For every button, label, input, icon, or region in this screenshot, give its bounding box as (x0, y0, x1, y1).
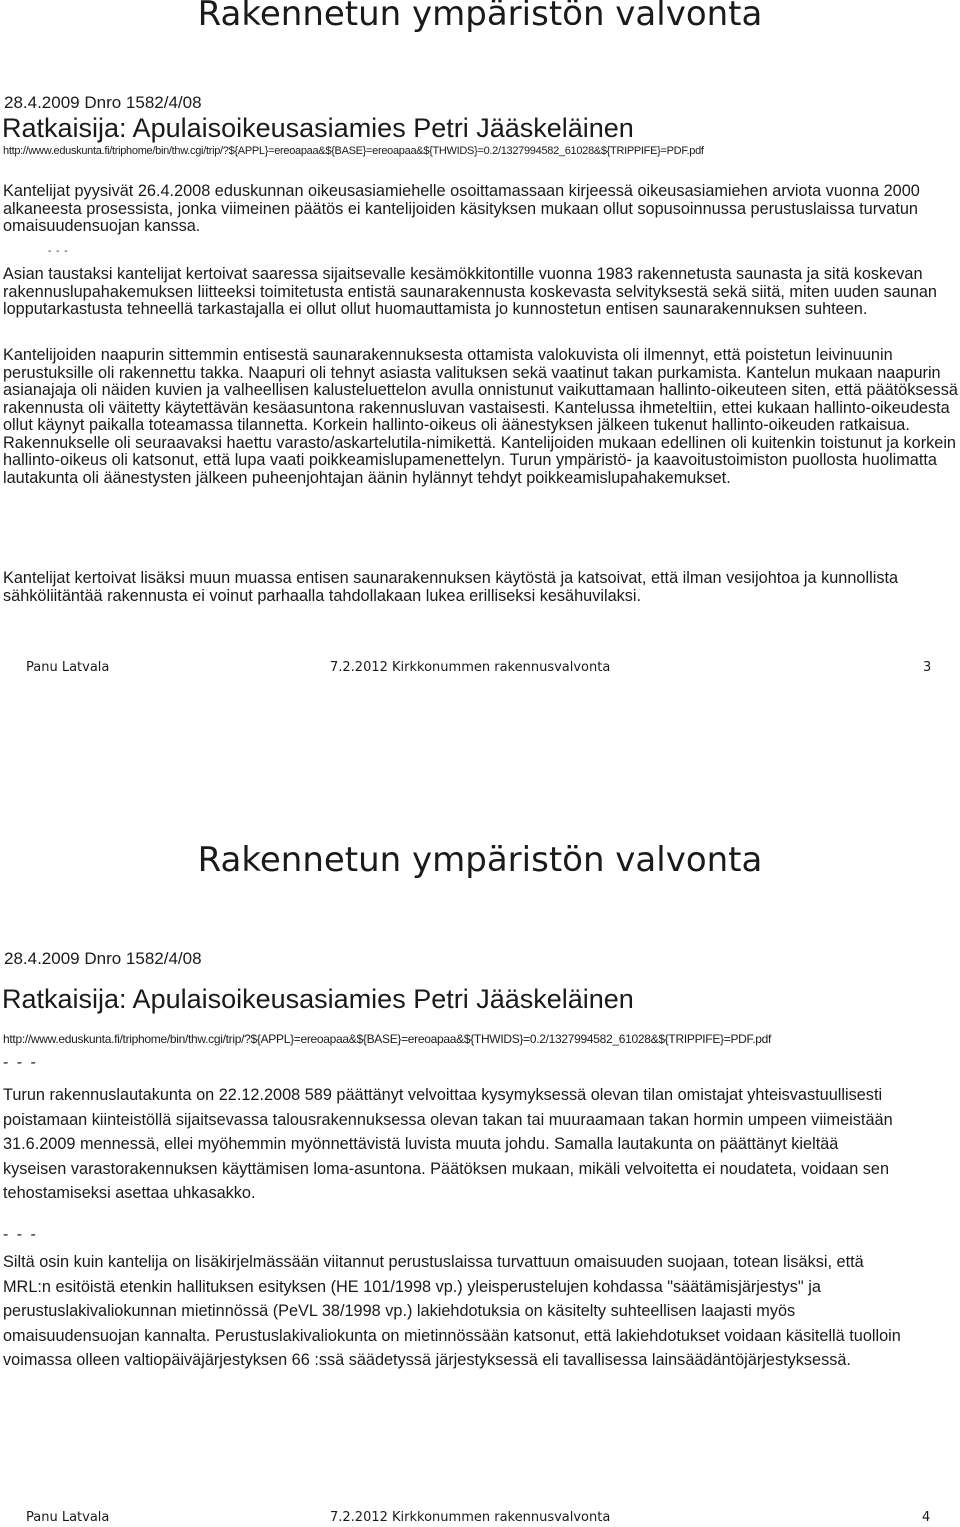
slide-title: Rakennetun ympäristön valvonta (197, 840, 763, 880)
decision-date-reference: 28.4.2009 Dnro 1582/4/08 (4, 949, 202, 968)
footer-page-number: 3 (923, 660, 932, 675)
omission-marker: - - - (3, 1226, 38, 1243)
paragraph-complaint: Kantelijat pyysivät 26.4.2008 eduskunnan oikeusasiamiehelle osoittamassaan kirjeessä oikeusasiamiehen arviota vuonna 2000 alkaneesta prosessista, jonka viimeinen päätös ei kantelijoiden käsityksen mukaan ollut sopusoinnussa perustuslaissa turvatun omaisuudensuojan kanssa. (3, 182, 920, 235)
footer-event: 7.2.2012 Kirkkonummen rakennusvalvonta (330, 660, 611, 675)
footer-author: Panu Latvala (26, 660, 110, 675)
paragraph-background: Asian taustaksi kantelijat kertoivat saaressa sijaitsevalle kesämökkitontille vuonna 1983 rakennetusta saunasta ja sitä koskevan rakennuslupahakemuksen liitteeksi toimitetusta entistä saunarakennusta koskevasta selvityksestä sekä siitä, miten uuden saunan lopputarkastusta tehneellä tarkastajalla ei ollut ollut huomauttamista jo kunnostetun entisen saunarakennuksen suhteen. (3, 265, 937, 318)
source-url[interactable]: http://www.eduskunta.fi/triphome/bin/thw.cgi/trip/?${APPL}=ereoapaa&${BASE}=ereoapaa&${THWIDS}=0.2/1327994582_61028&${TRIPPIFE}=PDF.pdf (3, 145, 704, 157)
decision-date-reference: 28.4.2009 Dnro 1582/4/08 (4, 93, 202, 112)
decision-maker-heading: Ratkaisija: Apulaisoikeusasiamies Petri Jääskeläinen (2, 113, 634, 143)
slide-title: Rakennetun ympäristön valvonta (197, 0, 763, 34)
decision-maker-heading: Ratkaisija: Apulaisoikeusasiamies Petri Jääskeläinen (2, 984, 634, 1014)
omission-marker: - - - (48, 246, 69, 257)
footer-event: 7.2.2012 Kirkkonummen rakennusvalvonta (330, 1510, 611, 1525)
footer-page-number: 4 (922, 1510, 931, 1525)
paragraph-building-board-decision: Turun rakennuslautakunta on 22.12.2008 589 päättänyt velvoittaa kysymyksessä olevan tilan omistajat yhteisvastuullisesti poistamaan kiinteistöllä sijaitsevassa talousrakennuksessa olevan takan tai muuraamaan takan hormin umpeen viimeistään 31.6.2009 mennessä, ellei myöhemmin myönnettävistä luvista muuta johdu. Samalla lautakunta on päättänyt kieltää kyseisen varastorakennuksen käyttämisen loma-asuntona. Päätöksen mukaan, mikäli velvoitetta ei noudateta, voidaan sen tehostamiseksi asettaa uhkasakko. (3, 1086, 893, 1202)
slide-3 (0, 0, 960, 700)
paragraph-additional-claims: Kantelijat kertoivat lisäksi muun muassa entisen saunarakennuksen käytöstä ja katsoivat, että ilman vesijohtoa ja kunnollista sähköliitäntää rakennusta ei voinut parhaalla tahdollakaan lukea erilliseksi kesähuvilaksi. (3, 569, 899, 605)
paragraph-property-protection: Siltä osin kuin kantelija on lisäkirjelmässään viitannut perustuslaissa turvattuun omaisuuden suojaan, totean lisäksi, että MRL:n esitöistä etenkin hallituksen esityksen (HE 101/1998 vp.) yleisperustelujen kohdassa "säätämisjärjestys" ja perustuslakivaliokunnan mietinnössä (PeVL 38/1998 vp.) lakiehdotuksia on käsitelty suhteellisen laajasti myös omaisuudensuojan kannalta. Perustuslakivaliokunta on mietinnössään katsonut, että lakiehdotukset voidaan käsitellä tuolloin voimassa olleen valtiopäiväjärjestyksen 66 :ssä säädetyssä järjestyksessä eli tavallisessa lainsäädäntöjärjestyksessä. (3, 1253, 901, 1369)
footer-author: Panu Latvala (26, 1510, 110, 1525)
paragraph-neighbour-photos: Kantelijoiden naapurin sittemmin entisestä saunarakennuksesta ottamista valokuvista oli ilmennyt, että poistetun leivinuunin perustuksille oli rakennettu takka. Naapuri oli tehnyt asiasta valituksen sekä vaatinut takan purkamista. Kantelun mukaan naapurin asianajaja oli näiden kuvien ja valheellisen kalusteluettelon avulla onnistunut vaikuttamaan hallinto-oikeuteen siten, että päätöksessä rakennusta oli väitetty käytettävän kesäasuntona rakennusluvan vastaisesti. Kantelussa ihmeteltiin, ettei kukaan hallinto-oikeudesta ollut käynyt paikalla toteamassa tilannetta. Korkein hallinto-oikeus oli äänestyksen jälkeen tukenut hallinto-oikeuden ratkaisua. Rakennukselle oli seuraavaksi haettu varasto/askartelutila-nimikettä. Kantelijoiden mukaan edellinen oli kuitenkin toistunut ja korkein hallinto-oikeus oli katsonut, että lupa vaati poikkeamislupamenettelyn. Turun ympäristö- ja kaavoitustoimiston puollosta huolimatta lautakunta oli äänestysten jälkeen puheenjohtajan äänin hylännyt tehdyt poikkeamislupahakemukset. (3, 346, 958, 487)
source-url[interactable]: http://www.eduskunta.fi/triphome/bin/thw.cgi/trip/?${APPL}=ereoapaa&${BASE}=ereoapaa&${THWIDS}=0.2/1327994582_61028&${TRIPPIFE}=PDF.pdf (3, 1032, 772, 1046)
slide-4 (0, 830, 960, 1527)
omission-marker: - - - (3, 1054, 38, 1071)
